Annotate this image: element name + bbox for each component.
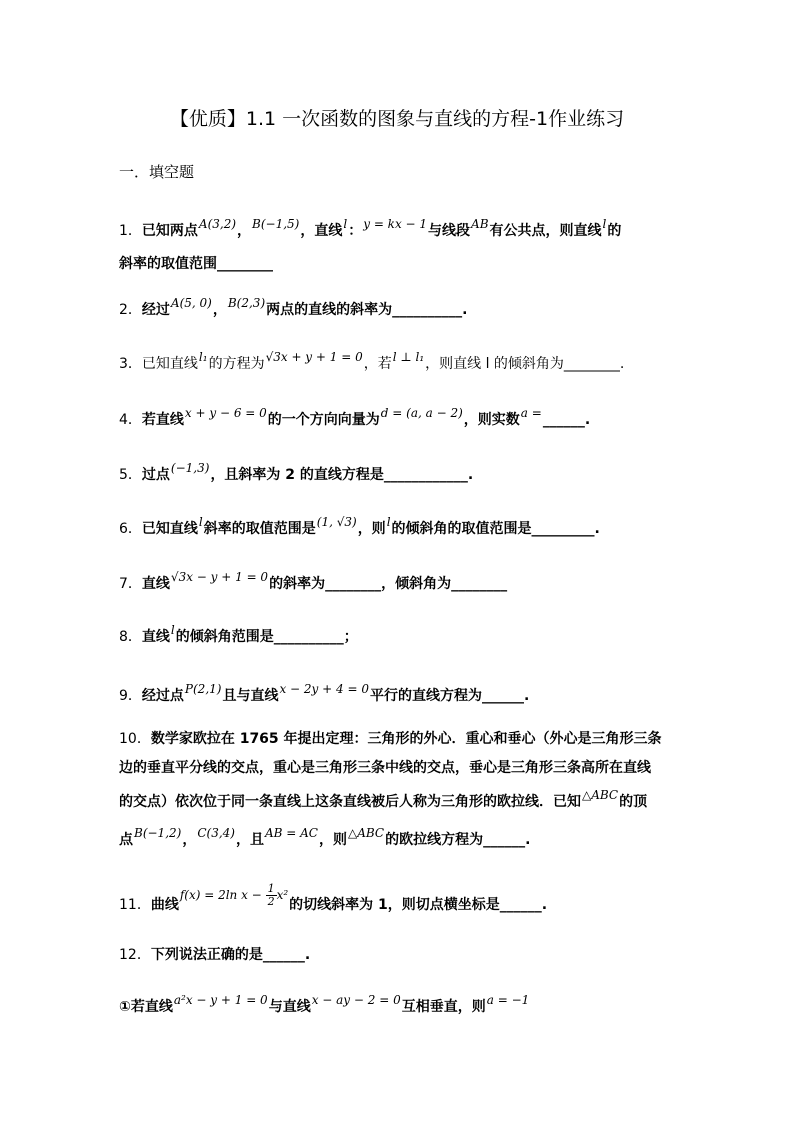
question-text: 经过点 — [141, 688, 184, 704]
math-expression: a²x − y + 1 = 0 — [173, 993, 268, 1007]
question-10-line-1 — [119, 731, 662, 748]
question-text: 下列说法正确的是______. — [150, 947, 311, 963]
question-text: ，则直线 l 的倾斜角为________. — [425, 356, 625, 372]
math-expression: x + y − 6 = 0 — [184, 406, 267, 420]
question-text: 若直线 — [141, 412, 184, 428]
question-text: 直线 — [141, 576, 170, 592]
math-expression: x − ay − 2 = 0 — [311, 993, 401, 1007]
question-6 — [119, 515, 600, 538]
question-text: ，则 — [357, 521, 386, 537]
math-expression: l — [343, 217, 348, 231]
question-text: ： — [348, 223, 363, 239]
statement-text: 与直线 — [268, 999, 311, 1015]
question-text: 的倾斜角的取值范围是_________. — [391, 521, 600, 537]
math-expression: l ⊥ l₁ — [392, 350, 425, 364]
question-text: 的顶 — [619, 794, 648, 810]
question-5 — [119, 461, 474, 484]
question-1-line-2: 斜率的取值范围________ — [119, 256, 273, 272]
question-number: 8． — [119, 629, 142, 645]
question-text: 已知两点 — [141, 223, 198, 239]
question-7 — [119, 570, 508, 593]
question-12 — [119, 947, 310, 964]
question-text: 两点的直线的斜率为__________. — [266, 302, 468, 318]
question-text: ，则实数 — [463, 412, 520, 428]
question-text: 点 — [119, 832, 133, 848]
question-text: 的切线斜率为 1，则切点横坐标是______. — [289, 897, 548, 914]
question-text: ，则 — [318, 832, 347, 848]
math-expression: √3x − y + 1 = 0 — [170, 570, 269, 584]
question-text: 数学家欧拉在 1765 年提出定理：三角形的外心．重心和垂心（外心是三角形三条 — [150, 731, 662, 747]
question-text: 的欧拉线方程为______. — [385, 832, 531, 848]
fraction-numerator: 1 — [267, 882, 275, 895]
math-expression: △ABC — [582, 788, 619, 802]
math-expression-part: f(x) = 2ln x − — [179, 888, 262, 903]
question-number: 6． — [119, 521, 142, 537]
question-text: 的斜率为________，倾斜角为________ — [269, 576, 508, 592]
math-expression: B(2,3) — [227, 296, 266, 310]
question-10-line-3 — [119, 788, 648, 811]
math-expression: l — [386, 515, 391, 529]
math-expression: A(3,2) — [198, 217, 237, 231]
statement-1 — [119, 993, 530, 1016]
question-text: ，若 — [363, 356, 392, 372]
math-expression: √3x + y + 1 = 0 — [265, 350, 363, 364]
math-expression: P(2,1) — [184, 682, 222, 696]
question-text: ，且斜率为 2 的直线方程是____________. — [210, 467, 474, 483]
math-expression: l — [198, 515, 203, 529]
fraction — [266, 883, 277, 908]
question-number: 1． — [119, 223, 142, 239]
math-expression: (−1,3) — [170, 461, 210, 475]
math-expression: a = — [520, 406, 542, 420]
question-number: 4． — [119, 412, 142, 428]
question-text: 有公共点，则直线 — [489, 223, 602, 239]
question-text: 的倾斜角范围是__________； — [175, 629, 358, 645]
question-text: ，直线 — [300, 223, 343, 239]
math-expression: △ABC — [347, 826, 385, 840]
question-text: ，且 — [235, 832, 264, 848]
section-heading: 一．填空题 — [119, 163, 195, 181]
math-expression: l₁ — [198, 350, 208, 364]
question-text: ， — [212, 302, 227, 318]
math-expression: B(−1,5) — [252, 217, 300, 231]
question-number: 12． — [119, 947, 151, 963]
math-expression: x − 2y + 4 = 0 — [279, 682, 369, 696]
question-10-line-4 — [119, 826, 531, 849]
math-expression: A(5, 0) — [170, 296, 212, 310]
math-expression: l — [602, 217, 607, 231]
math-expression — [179, 882, 289, 909]
question-11 — [119, 882, 548, 918]
question-1 — [119, 217, 622, 240]
question-number: 7． — [119, 576, 142, 592]
question-text: 斜率的取值范围是 — [203, 521, 316, 537]
question-text: 直线 — [141, 629, 170, 645]
math-expression: (1, √3) — [316, 515, 357, 529]
question-text: ， — [182, 832, 197, 848]
question-text: 的 — [607, 223, 622, 239]
question-number: 2． — [119, 302, 142, 318]
question-number: 9． — [119, 688, 142, 704]
question-9 — [119, 682, 530, 705]
question-number: 5． — [119, 467, 142, 483]
math-expression: AB = AC — [264, 826, 318, 840]
page-title: 【优质】1.1 一次函数的图象与直线的方程-1作业练习 — [169, 108, 625, 130]
question-number: 3． — [119, 356, 142, 372]
math-expression: C(3,4) — [197, 826, 235, 840]
question-3 — [119, 350, 625, 373]
question-text: 已知直线 — [141, 521, 198, 537]
question-10-line-2: 边的垂直平分线的交点，重心是三角形三条中线的交点，垂心是三角形三条高所在直线 — [119, 760, 651, 776]
question-text: 的一个方向向量为 — [267, 412, 380, 428]
question-text: ， — [237, 223, 252, 239]
question-number: 10． — [119, 731, 151, 747]
question-text: 的方程为 — [208, 356, 265, 372]
question-text: 已知直线 — [141, 356, 198, 372]
fraction-denominator: 2 — [267, 895, 275, 909]
question-number: 11． — [119, 897, 151, 914]
math-expression: AB — [471, 217, 489, 231]
math-expression: l — [170, 623, 175, 637]
question-text: 曲线 — [150, 897, 179, 914]
question-text: 经过 — [141, 302, 170, 318]
question-text: ______. — [542, 412, 591, 428]
question-text: 与线段 — [428, 223, 471, 239]
question-8 — [119, 623, 358, 646]
math-expression: y = kx − 1 — [363, 217, 428, 231]
statement-text: 互相垂直，则 — [401, 999, 486, 1015]
math-expression: B(−1,2) — [134, 826, 182, 840]
question-text: 且与直线 — [222, 688, 279, 704]
question-4 — [119, 406, 591, 429]
math-expression: a = −1 — [486, 993, 530, 1007]
math-expression: d = (a, a − 2) — [380, 406, 463, 420]
question-text: 过点 — [141, 467, 170, 483]
statement-text: ①若直线 — [119, 999, 173, 1015]
question-text: 的交点）依次位于同一条直线上这条直线被后人称为三角形的欧拉线．已知 — [119, 794, 581, 810]
math-expression-part: x² — [276, 888, 289, 903]
question-text: 平行的直线方程为______. — [369, 688, 530, 704]
question-2 — [119, 296, 468, 319]
